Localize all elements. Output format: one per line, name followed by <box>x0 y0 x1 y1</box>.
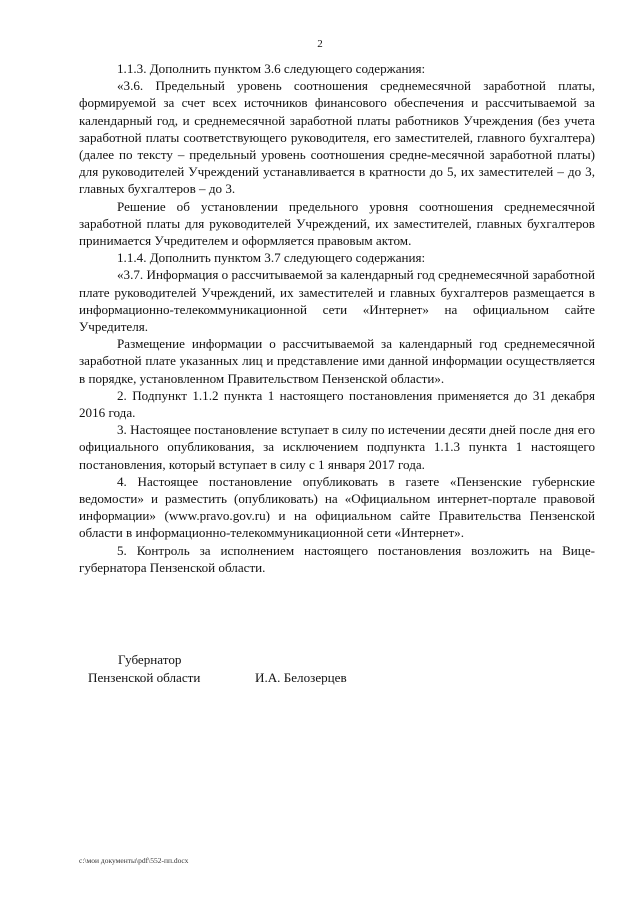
paragraph-5: 5. Контроль за исполнением настоящего постановления возложить на Вице-губернатора Пензенской области. <box>79 542 595 575</box>
paragraph-1-1-4: 1.1.4. Дополнить пунктом 3.7 следующего содержания: <box>117 250 426 266</box>
signer-region: Пензенской области <box>88 670 201 685</box>
document-body <box>79 60 595 576</box>
footer-file-path: c:\мои документы\pdf\552-пп.docx <box>79 856 189 865</box>
paragraph-3-7: «3.7. Информация о рассчитываемой за календарный год среднемесячной заработной плате руководителей Учреждений, их заместителей и главных бухгалтеров размещается в информационно-телекоммуникационной сети «Интернет» на официальном сайте Учредителя. <box>79 267 595 335</box>
paragraph-4: 4. Настоящее постановление опубликовать в газете «Пензенские губернские ведомости» и разместить (опубликовать) на «Официальном интернет-портале правовой информации» (www.pravo.gov.ru) и на официальном сайте Правительства Пензенской области в информационно-телекоммуникационной сети «Интернет». <box>79 473 595 541</box>
signer-title: Губернатор <box>118 652 182 667</box>
paragraph-2: 2. Подпункт 1.1.2 пункта 1 настоящего постановления применяется до 31 декабря 2016 года. <box>79 387 595 421</box>
paragraph-placement: Размещение информации о рассчитываемой за календарный год среднемесячной заработной плате указанных лиц и представление ими данной информации осуществляется в порядке, установленном Правительством Пензенской области». <box>79 336 595 386</box>
paragraph-3-6: «3.6. Предельный уровень соотношения среднемесячной заработной платы, формируемой за счет всех источников финансового обеспечения и рассчитываемой за календарный год, и среднемесячной заработной платы работников Учреждения (без учета заработной платы соответствующего руководителя, его заместителей, главного бухгалтера) (далее по тексту – предельный уровень соотношения средне-месячной заработной платы) для руководителей Учреждений устанавливается в кратности до 5, их заместителей – до 3, главных бухгалтеров – до 3. <box>79 78 595 197</box>
paragraph-1-1-3: 1.1.3. Дополнить пунктом 3.6 следующего содержания: <box>117 61 426 76</box>
signer-name: И.А. Белозерцев <box>255 670 347 685</box>
paragraph-decision: Решение об установлении предельного уровня соотношения среднемесячной заработной платы для руководителей Учреждений, их заместителей, главных бухгалтеров принимается Учредителем и оформляется правовым актом. <box>79 198 595 249</box>
page-number: 2 <box>317 38 323 50</box>
paragraph-3: 3. Настоящее постановление вступает в силу по истечении десяти дней после дня его официального опубликования, за исключением подпункта 1.1.3 пункта 1 настоящего постановления, который вступает в силу с 1 января 2017 года. <box>79 422 595 472</box>
